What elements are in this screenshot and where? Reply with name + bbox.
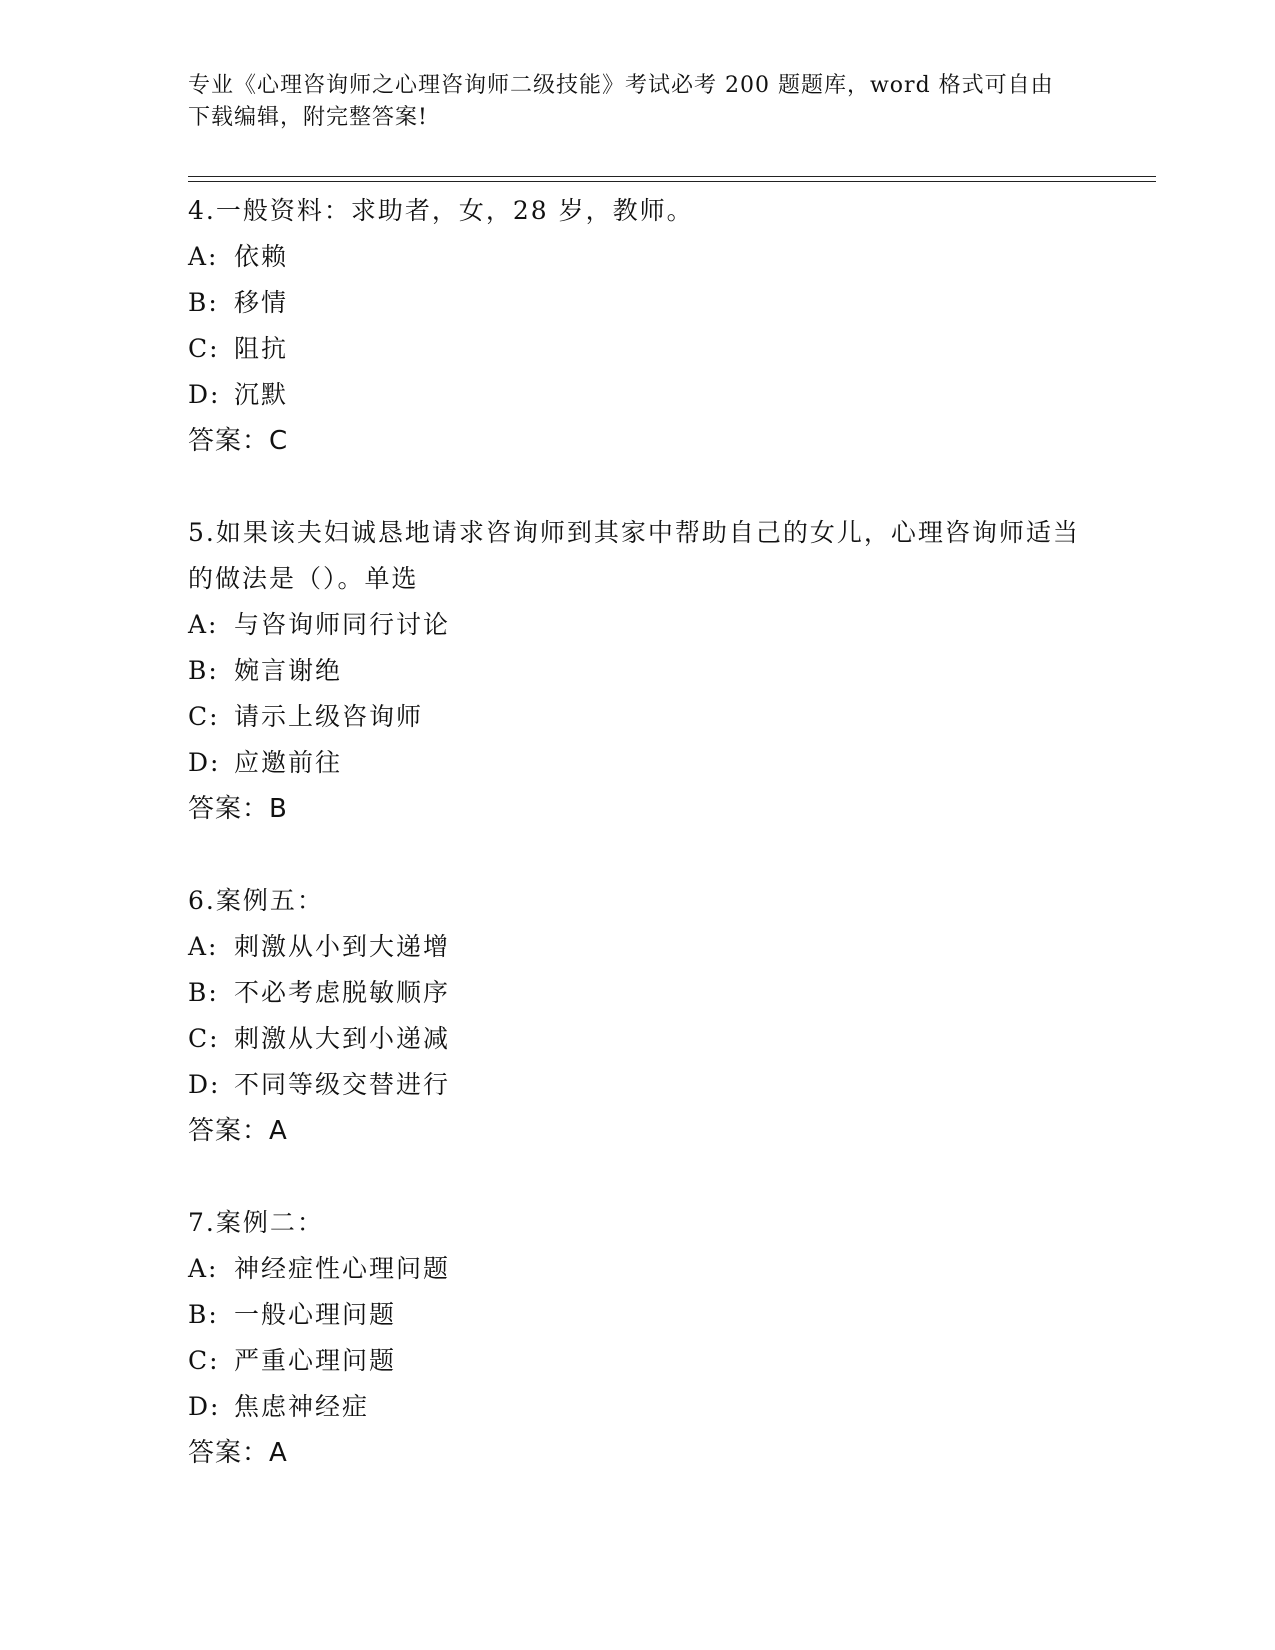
answer-line: 答案：A	[188, 1438, 288, 1468]
option-label: B:	[188, 978, 219, 1007]
option-text: 一般心理问题	[234, 1300, 397, 1329]
question-stem: 5.如果该夫妇诚恳地请求咨询师到其家中帮助自己的女儿，心理咨询师适当的做法是（）。单选	[188, 518, 1080, 593]
option-text: 请示上级咨询师	[234, 702, 424, 731]
option-d	[188, 1062, 1088, 1108]
option-c	[188, 1338, 1088, 1384]
option-label: C:	[188, 702, 220, 731]
option-text: 不必考虑脱敏顺序	[234, 978, 451, 1007]
question-4	[188, 188, 1088, 464]
header-divider-top	[188, 176, 1156, 177]
question-7	[188, 1200, 1088, 1476]
option-label: B:	[188, 656, 219, 685]
option-label: D:	[188, 1070, 221, 1099]
option-text: 不同等级交替进行	[234, 1070, 451, 1099]
answer-line: 答案：C	[188, 426, 289, 456]
option-label: B:	[188, 1300, 219, 1329]
answer-line: 答案：B	[188, 794, 288, 824]
option-a	[188, 602, 1088, 648]
option-c	[188, 326, 1088, 372]
option-text: 阻抗	[234, 334, 289, 363]
option-text: 神经症性心理问题	[234, 1254, 451, 1283]
question-stem: 7.案例二：	[188, 1208, 324, 1237]
option-label: A:	[188, 610, 219, 639]
option-label: A:	[188, 242, 219, 271]
option-text: 应邀前往	[234, 748, 343, 777]
option-label: C:	[188, 1024, 220, 1053]
option-label: C:	[188, 1346, 220, 1375]
header-divider-bottom	[188, 181, 1156, 182]
document-header: 专业《心理咨询师之心理咨询师二级技能》考试必考 200 题题库，word 格式可自由下载编辑，附完整答案!	[188, 73, 1054, 130]
option-text: 刺激从小到大递增	[234, 932, 451, 961]
option-label: D:	[188, 1392, 221, 1421]
option-text: 婉言谢绝	[234, 656, 343, 685]
option-a	[188, 924, 1088, 970]
option-text: 焦虑神经症	[234, 1392, 370, 1421]
option-text: 严重心理问题	[234, 1346, 397, 1375]
option-d	[188, 740, 1088, 786]
question-list	[188, 188, 1088, 1522]
option-text: 移情	[234, 288, 289, 317]
question-5	[188, 510, 1088, 832]
option-d	[188, 1384, 1088, 1430]
answer-line: 答案：A	[188, 1116, 288, 1146]
option-text: 沉默	[234, 380, 289, 409]
option-label: A:	[188, 1254, 219, 1283]
option-text: 与咨询师同行讨论	[234, 610, 451, 639]
option-c	[188, 694, 1088, 740]
option-text: 依赖	[234, 242, 289, 271]
option-b	[188, 648, 1088, 694]
question-stem: 4.一般资料：求助者，女，28 岁，教师。	[188, 196, 694, 225]
option-c	[188, 1016, 1088, 1062]
option-b	[188, 280, 1088, 326]
option-label: A:	[188, 932, 219, 961]
option-d	[188, 372, 1088, 418]
option-label: D:	[188, 748, 221, 777]
option-label: D:	[188, 380, 221, 409]
question-stem: 6.案例五：	[188, 886, 324, 915]
option-text: 刺激从大到小递减	[234, 1024, 451, 1053]
option-a	[188, 234, 1088, 280]
question-6	[188, 878, 1088, 1154]
option-label: C:	[188, 334, 220, 363]
option-b	[188, 1292, 1088, 1338]
option-b	[188, 970, 1088, 1016]
option-label: B:	[188, 288, 219, 317]
option-a	[188, 1246, 1088, 1292]
